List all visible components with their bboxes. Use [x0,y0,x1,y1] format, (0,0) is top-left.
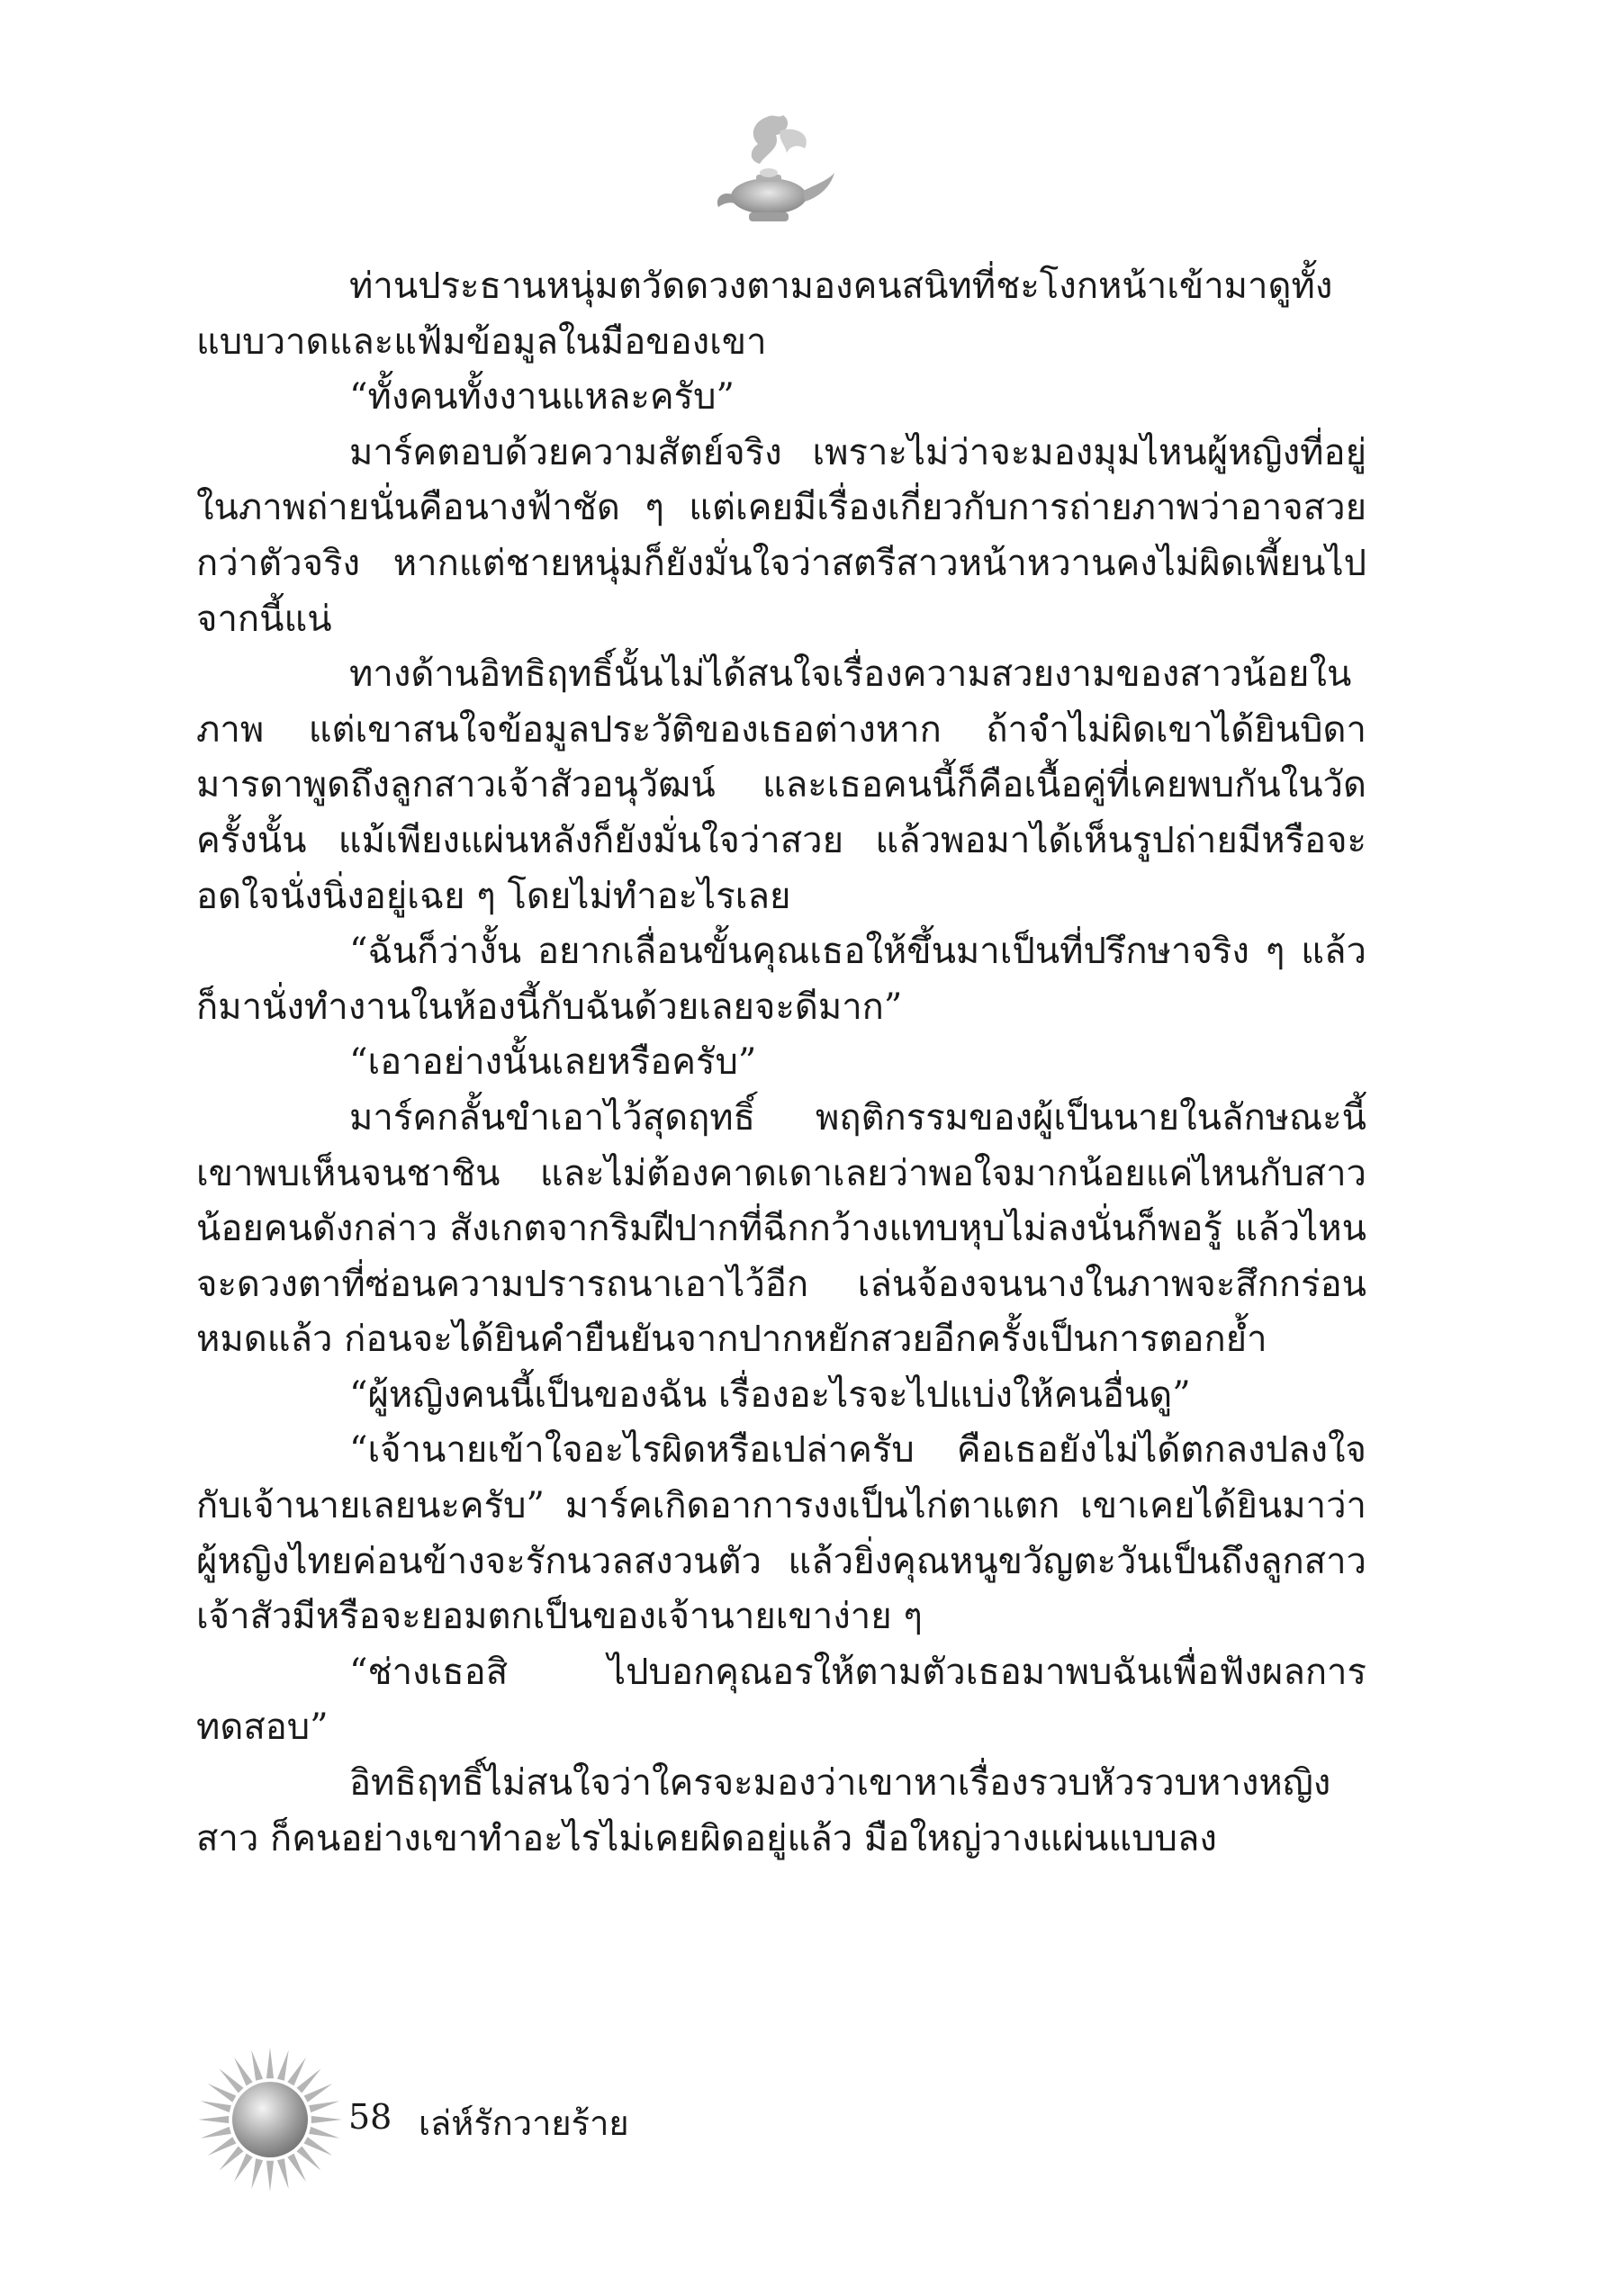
sun-ray [297,2147,321,2171]
sun-ray [309,2127,339,2138]
sun-icon [194,2043,347,2196]
sun-ray [208,2137,237,2156]
sun-ray [266,2161,274,2192]
sun-ray [201,2101,231,2112]
sun-ray [201,2127,231,2138]
sun-ray [251,2158,263,2189]
sun-ray [234,2057,253,2086]
sun-ray [208,2084,237,2102]
sun-ray [219,2068,243,2093]
sun-ray [266,2048,274,2078]
sun-ray [304,2084,333,2102]
paragraph: “ผู้หญิงคนนี้เป็นของฉัน เรื่องอะไรจะไปแบ่งให้คนอื่นดู” [349,1373,1191,1416]
paragraph: “เอาอย่างนั้นเลยหรือครับ” [349,1041,757,1084]
body-text [196,259,1366,1867]
sun-ray [198,2116,229,2123]
paragraph: “ช่างเธอสิ ไปบอกคุณอรให้ตามตัวเธอมาพบฉันเพื่อฟังผลการทดสอบ” [196,1651,1366,1749]
sun-ray [277,2050,289,2081]
sun-ray [287,2057,306,2086]
sun-ray [277,2158,289,2189]
paragraph: “ทั้งคนทั้งงานแหละครับ” [349,376,735,419]
sun-ray [311,2116,342,2123]
paragraph: ทางด้านอิทธิฤทธิ์นั้นไม่ได้สนใจเรื่องความสวยงามของสาวน้อยในภาพ แต่เขาสนใจข้อมูลประวัติของเธอต่างหาก ถ้าจำไม่ผิดเขาได้ยินบิดามารดาพูดถึงลูกสาวเจ้าสัวอนุวัฒน์ และเธอคนนี้ก็คือเนื้อคู่ที่เคยพบกันในวัดครั้งนั้น แม้เพียงแผ่นหลังก็ยังมั่นใจว่าสวย แล้วพอมาได้เห็นรูปถ่ายมีหรือจะอดใจนั่งนิ่งอยู่เฉย ๆ โดยไม่ทำอะไรเลย [196,653,1366,917]
sun-ray [297,2068,321,2093]
page-footer [194,2043,824,2196]
page-number: 58 [348,2097,392,2137]
paragraph: “เจ้านายเข้าใจอะไรผิดหรือเปล่าครับ คือเธอยังไม่ได้ตกลงปลงใจกับเจ้านายเลยนะครับ” มาร์คเกิดอาการงงเป็นไก่ตาแตก เขาเคยได้ยินมาว่าผู้หญิงไทยค่อนข้างจะรักนวลสงวนตัว แล้วยิ่งคุณหนูขวัญตะวันเป็นถึงลูกสาวเจ้าสัวมีหรือจะยอมตกเป็นของเจ้านายเขาง่าย ๆ [196,1429,1366,1638]
paragraph: มาร์คกลั้นขำเอาไว้สุดฤทธิ์ พฤติกรรมของผู้เป็นนายในลักษณะนี้เขาพบเห็นจนชาชิน และไม่ต้องคาดเดาเลยว่าพอใจมากน้อยแค่ไหนกับสาวน้อยคนดังกล่าว สังเกตจากริมฝีปากที่ฉีกกว้างแทบหุบไม่ลงนั่นก็พอรู้ แล้วไหนจะดวงตาที่ซ่อนความปรารถนาเอาไว้อีก เล่นจ้องจนนางในภาพจะสึกกร่อนหมดแล้ว ก่อนจะได้ยินคำยืนยันจากปากหยักสวยอีกครั้งเป็นการตอกย้ำ [196,1096,1366,1361]
book-title: เล่ห์รักวายร้าย [419,2103,629,2143]
sun-ray [287,2154,306,2183]
sun-ray [234,2154,253,2183]
sun-ray [251,2050,263,2081]
sun-ray [309,2101,339,2112]
sun-ray [304,2137,333,2156]
sun-ray [219,2147,243,2171]
paragraph: ท่านประธานหนุ่มตวัดดวงตามองคนสนิทที่ชะโงกหน้าเข้ามาดูทั้งแบบวาดและแฟ้มข้อมูลในมือของเขา [196,266,1333,363]
genie-lamp-icon [704,108,839,234]
paragraph: “ฉันก็ว่างั้น อยากเลื่อนขั้นคุณเธอให้ขึ้นมาเป็นที่ปรึกษาจริง ๆ แล้วก็มานั่งทำงานในห้องนี้กับฉันด้วยเลยจะดีมาก” [196,931,1366,1028]
paragraph: มาร์คตอบด้วยความสัตย์จริง เพราะไม่ว่าจะมองมุมไหนผู้หญิงที่อยู่ในภาพถ่ายนั่นคือนางฟ้าชัด ๆ แต่เคยมีเรื่องเกี่ยวกับการถ่ายภาพว่าอาจสวยกว่าตัวจริง หากแต่ชายหนุ่มก็ยังมั่นใจว่าสตรีสาวหน้าหวานคงไม่ผิดเพี้ยนไปจากนี้แน่ [196,431,1366,640]
paragraph: อิทธิฤทธิ์ไม่สนใจว่าใครจะมองว่าเขาหาเรื่องรวบหัวรวบหางหญิงสาว ก็คนอย่างเขาทำอะไรไม่เคยผิดอยู่แล้ว มือใหญ่วางแผ่นแบบลง [196,1762,1331,1859]
